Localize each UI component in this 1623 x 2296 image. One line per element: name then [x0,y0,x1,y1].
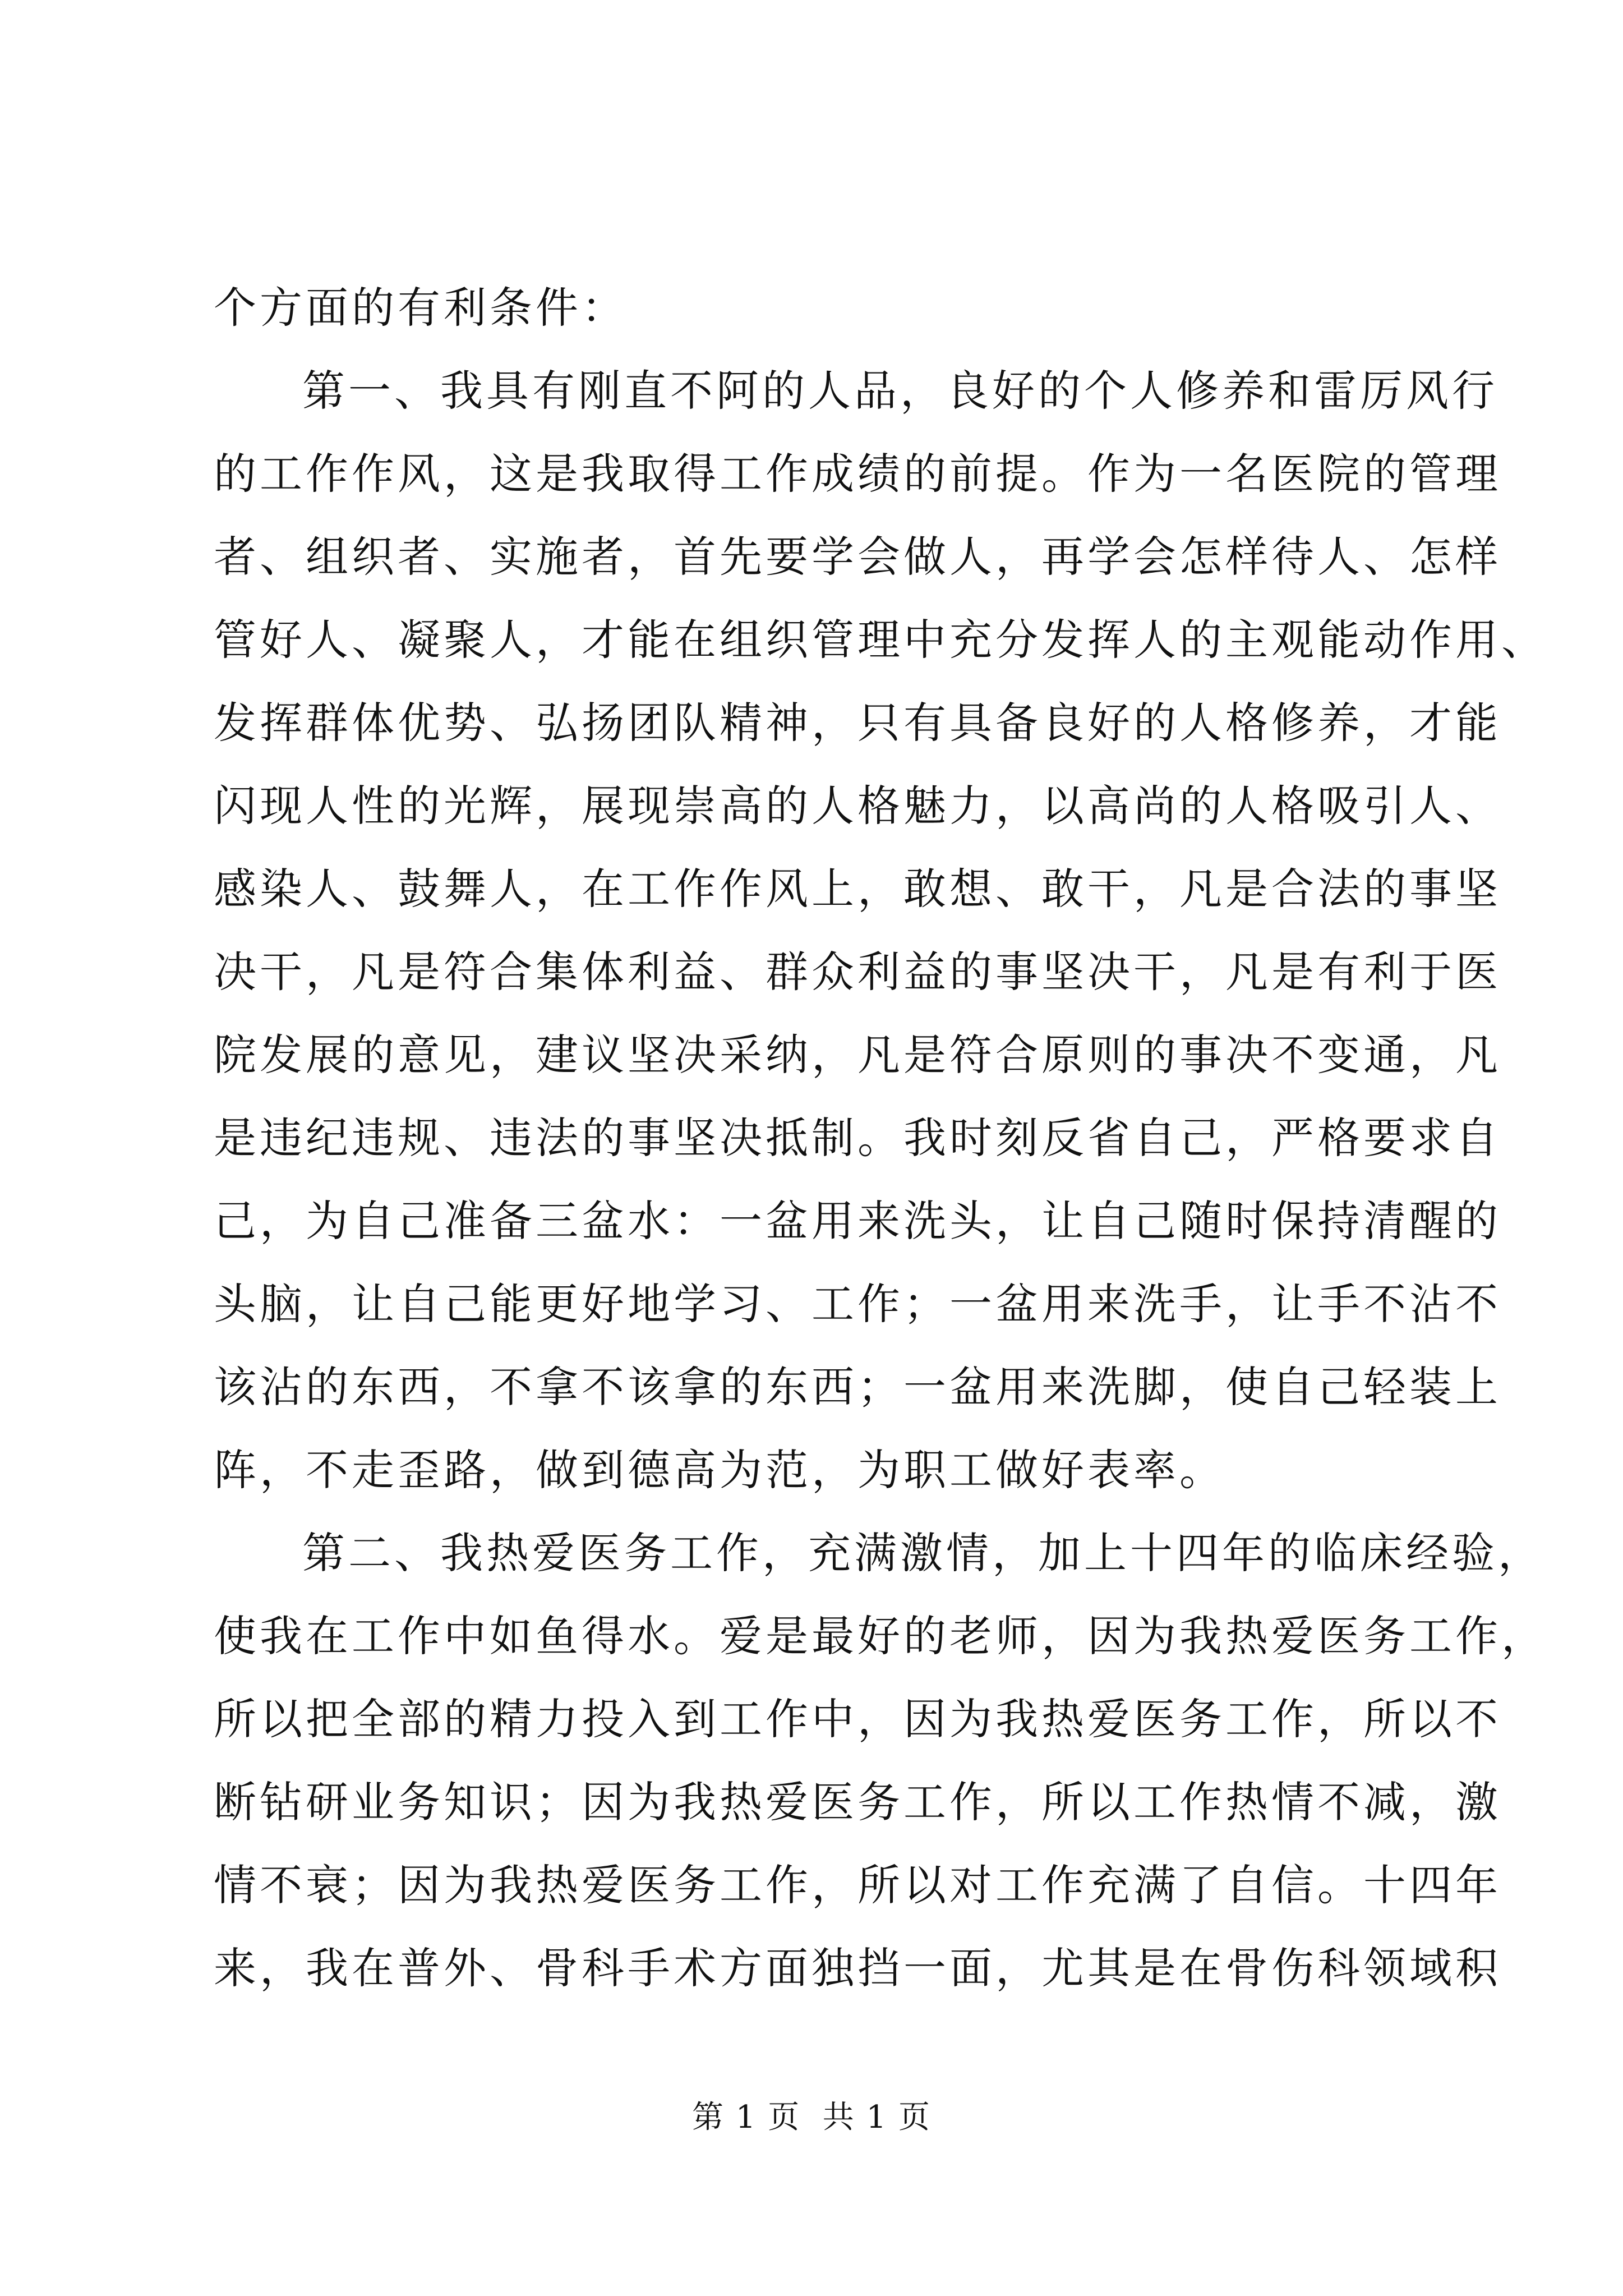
paragraph-first-line: 第一、我具有刚直不阿的人品，良好的个人修养和雷厉风行 [302,366,1498,416]
text-line: 己，为自己准备三盆水：一盆用来洗头，让自己随时保持清醒的 [214,1196,1501,1246]
text-line: 发挥群体优势、弘扬团队精神，只有具备良好的人格修养，才能 [214,698,1501,748]
text-line: 头脑，让自己能更好地学习、工作；一盆用来洗手，让手不沾不 [214,1279,1501,1329]
text-line: 是违纪违规、违法的事坚决抵制。我时刻反省自己，严格要求自 [214,1113,1501,1163]
text-line: 管好人、凝聚人，才能在组织管理中充分发挥人的主观能动作用、 [214,615,1547,665]
text-line: 的工作作风，这是我取得工作成绩的前提。作为一名医院的管理 [214,449,1501,499]
text-line: 来，我在普外、骨科手术方面独挡一面，尤其是在骨伤科领域积 [214,1943,1501,1993]
text-line: 者、组织者、实施者，首先要学会做人，再学会怎样待人、怎样 [214,532,1501,582]
text-line: 闪现人性的光辉，展现崇高的人格魅力，以高尚的人格吸引人、 [214,781,1501,831]
text-line: 使我在工作中如鱼得水。爱是最好的老师，因为我热爱医务工作， [214,1611,1547,1661]
text-line: 情不衰；因为我热爱医务工作，所以对工作充满了自信。十四年 [214,1860,1501,1910]
text-line: 个方面的有利条件： [214,283,628,333]
text-line: 该沾的东西，不拿不该拿的东西；一盆用来洗脚，使自己轻装上 [214,1362,1501,1412]
text-line: 阵，不走歪路，做到德高为范，为职工做好表率。 [214,1445,1225,1495]
text-line: 感染人、鼓舞人，在工作作风上，敢想、敢干，凡是合法的事坚 [214,864,1501,914]
page-footer: 第 1 页 共 1 页 [691,2099,932,2136]
text-line: 院发展的意见，建议坚决采纳，凡是符合原则的事决不变通，凡 [214,1030,1501,1080]
text-line: 决干，凡是符合集体利益、群众利益的事坚决干，凡是有利于医 [214,947,1501,997]
body-text [214,266,1547,2010]
text-line: 所以把全部的精力投入到工作中，因为我热爱医务工作，所以不 [214,1694,1501,1744]
paragraph-first-line: 第二、我热爱医务工作，充满激情，加上十四年的临床经验， [302,1528,1544,1578]
text-line: 断钻研业务知识；因为我热爱医务工作，所以工作热情不减，激 [214,1777,1501,1827]
